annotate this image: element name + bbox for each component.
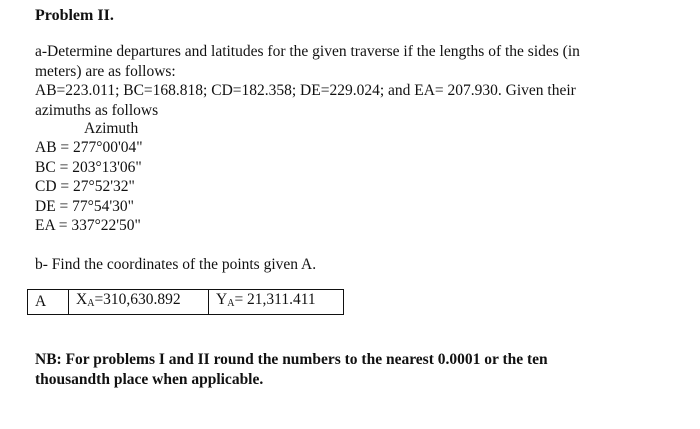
azimuth-value: 337°22'50" [71, 217, 141, 234]
azimuth-heading: Azimuth [84, 120, 139, 137]
azimuth-value: 27°52'32" [73, 178, 135, 195]
azimuth-row: AB = 277°00'04" [35, 139, 143, 156]
part-a-statement [35, 42, 635, 120]
azimuth-value: 277°00'04" [73, 139, 143, 156]
x-coordinate-cell [69, 290, 209, 315]
azimuth-value: 77°54'30" [72, 197, 134, 215]
y-subscript: A [227, 298, 235, 309]
point-label-cell: A [28, 290, 69, 315]
part-a-line: a-Determine departures and latitudes for the given traverse if the lengths of the sides (in [35, 43, 580, 60]
coordinates-table [27, 289, 344, 315]
azimuth-list [35, 138, 143, 236]
azimuth-side: BC [35, 158, 56, 176]
note-line: NB: For problems I and II round the numbers to the nearest 0.0001 or the ten [35, 351, 548, 368]
problem-title: Problem II. [35, 7, 114, 24]
y-symbol: Y [216, 291, 228, 308]
x-subscript: A [87, 298, 95, 309]
rounding-note [35, 350, 635, 389]
azimuth-row: CD = 27°52'32" [35, 178, 135, 195]
x-symbol: X [76, 291, 88, 308]
x-value: =310,630.892 [94, 291, 181, 308]
part-a-line: AB=223.011; BC=168.818; CD=182.358; DE=229.024; and EA= 207.930. Given their [35, 82, 576, 99]
azimuth-row: EA = 337°22'50" [35, 217, 141, 234]
y-value: = 21,311.411 [234, 291, 316, 308]
note-line: thousandth place when applicable. [35, 370, 264, 388]
part-b-statement: b- Find the coordinates of the points given A. [35, 256, 317, 273]
azimuth-side: CD [35, 178, 57, 195]
azimuth-row: DE = 77°54'30" [35, 197, 134, 215]
y-coordinate-cell [209, 290, 344, 315]
azimuth-side: AB [35, 139, 57, 156]
part-a-line: meters) are as follows: [35, 62, 176, 80]
azimuth-side: EA [35, 217, 55, 234]
azimuth-value: 203°13'06" [72, 158, 142, 176]
table-row [28, 290, 344, 315]
part-a-line: azimuths as follows [35, 101, 159, 119]
azimuth-row: BC = 203°13'06" [35, 158, 142, 176]
azimuth-side: DE [35, 197, 56, 215]
